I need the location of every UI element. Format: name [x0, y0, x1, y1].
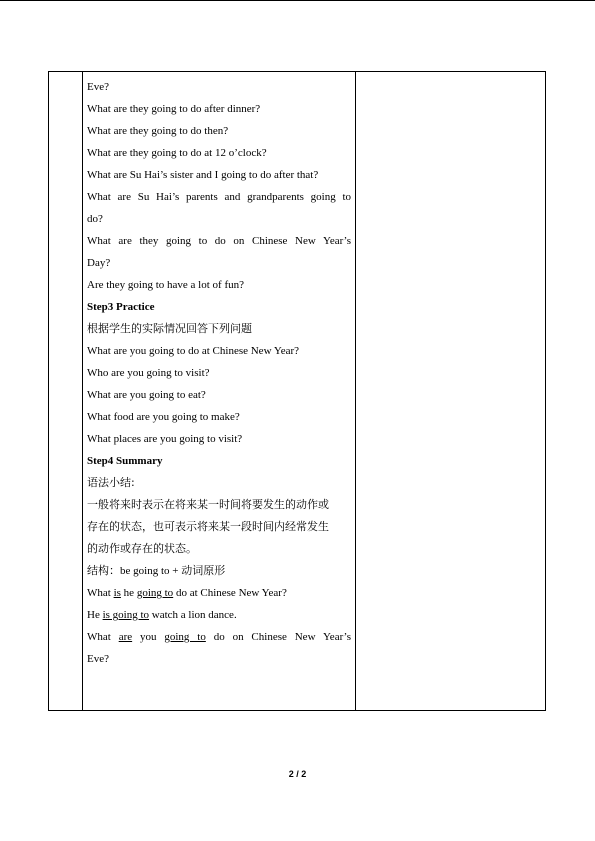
example-sentence	[87, 626, 351, 648]
grammar-text: 一般将来时表示在将来某一时间将要发生的动作或	[87, 498, 329, 511]
practice-question: Who are you going to visit?	[87, 367, 210, 379]
practice-question: What are you going to eat?	[87, 389, 206, 401]
underlined-word: going to	[136, 587, 174, 599]
underlined-word: going to	[164, 631, 206, 643]
grammar-label: 语法小结:	[87, 476, 135, 489]
example-text: you	[132, 631, 165, 643]
structure-verb: 动词原形	[181, 564, 226, 577]
example-text: do on Chinese New Year’s	[205, 631, 351, 643]
column-divider-right	[355, 72, 356, 710]
header-rule	[0, 0, 595, 1]
underlined-word: is going to	[102, 609, 150, 621]
example-sentence	[87, 604, 351, 626]
text-line: Eve?	[87, 81, 109, 93]
structure-label: 结构：	[87, 564, 120, 577]
practice-question: What places are you going to visit?	[87, 433, 243, 445]
structure-line	[87, 560, 351, 582]
question-line: What are Su Hai’s parents and grandparents going to	[87, 191, 351, 203]
lesson-content-cell	[87, 76, 351, 670]
question-line-cont: do?	[87, 213, 103, 225]
example-text: What	[87, 587, 114, 599]
example-text: he	[120, 587, 137, 599]
question-line: What are Su Hai’s sister and I going to do after that?	[87, 169, 319, 181]
question-line: What are they going to do on Chinese New Year’s	[87, 235, 351, 247]
question-line-cont: Day?	[87, 257, 111, 269]
example-text: do at Chinese New Year?	[173, 587, 287, 599]
underlined-word: is	[113, 587, 121, 599]
grammar-text: 的动作或存在的状态。	[87, 542, 197, 555]
column-divider-left	[82, 72, 83, 710]
example-text: What	[87, 631, 119, 643]
grammar-text: 存在的状态，也可表示将来某一段时间内经常发生	[87, 520, 329, 533]
example-sentence-cont: Eve?	[87, 653, 109, 665]
page-number: 2 / 2	[288, 769, 307, 779]
question-line: What are they going to do after dinner?	[87, 103, 261, 115]
structure-formula: be going to +	[120, 565, 179, 577]
practice-question: What are you going to do at Chinese New Year?	[87, 345, 300, 357]
underlined-word: are	[118, 631, 133, 643]
question-line: Are they going to have a lot of fun?	[87, 279, 245, 291]
example-text: He	[87, 609, 103, 621]
step3-heading: Step3 Practice	[87, 301, 155, 313]
question-line: What are they going to do then?	[87, 125, 229, 137]
step3-instruction: 根据学生的实际情况回答下列问题	[87, 322, 252, 335]
step4-heading: Step4 Summary	[87, 455, 163, 467]
example-sentence	[87, 582, 351, 604]
question-line: What are they going to do at 12 o’clock?	[87, 147, 267, 159]
example-text: watch a lion dance.	[149, 609, 237, 621]
practice-question: What food are you going to make?	[87, 411, 240, 423]
